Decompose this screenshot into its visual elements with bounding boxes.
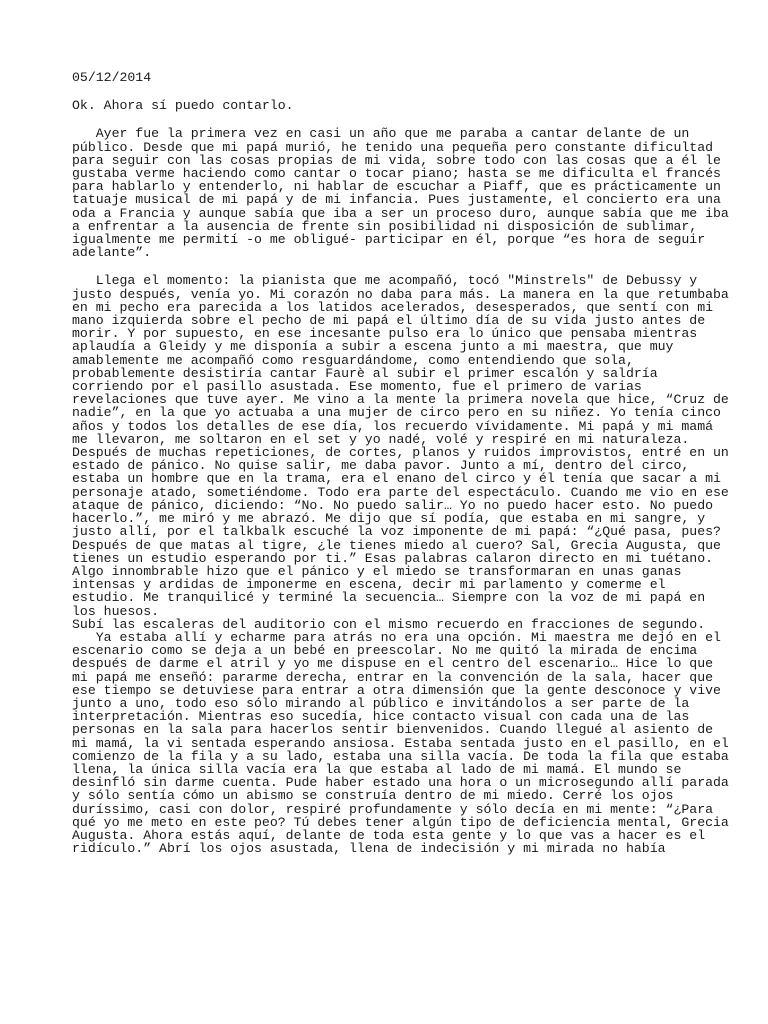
paragraph-1: Ayer fue la primera vez en casi un año que me paraba a cantar delante de un público. Desde que mi papá murió, he tenido una pequeña pero constante dificultad para seguir con las cosas propias de mi vida, sobre todo con las cosas que a él le gustaba verme haciendo como cantar o tocar piano; hasta se me dificulta el francés para hablarlo y entenderlo, ni hablar de escuchar a Piaff, que es prácticamente un tatuaje musical de mi papá y de mi infancia. Pues justamente, el concierto era una oda a Francia y aunque sabía que iba a ser un proceso duro, aunque sabía que me iba a enfrentar a la ausencia de frente sin posibilidad ni disposición de sublimar, igualmente me permití -o me obligué- participar en él, porque “es hora de seguir adelante”. bbox=[72, 126, 729, 261]
entry-date: 05/12/2014 bbox=[72, 70, 152, 85]
intro-line: Ok. Ahora sí puedo contarlo. bbox=[72, 98, 294, 114]
paragraph-gap bbox=[72, 259, 728, 274]
paragraph-2: Llega el momento: la pianista que me acompañó, tocó "Minstrels" de Debussy y justo después, venía yo. Mi corazón no daba para más. La manera en la que retumbaba en mi pecho era parecida a los latidos acelerados, desesperados, que sentí con mi mano izquierda sobre el pecho de mi papá el último día de su vida justo antes de morir. Y por supuesto, en ese incesante pulso era lo único que pensaba mientras aplaudía a Gleidy y me disponía a subir a escena junto a mi maestra, que muy amablemente me acompañó como resguardándome, como entendiendo que sola, probablemente desistiría cantar Faurè al subir el primer escalón y saldría corriendo por el pasillo asustada. Ese momento, fue el primero de varias revelaciones que tuve ayer. Me vino a la mente la primera novela que hice, “Cruz de nadie”, en la que yo actuaba a una mujer de circo pero en su niñez. Yo tenía cinco años y todos los detalles de ese día, los recuerdo vívidamente. Mi papá y mi mamá me llevaron, me soltaron en el set y yo nadé, volé y respiré en mi naturaleza. Después de muchas repeticiones, de cortes, planos y ruidos improvistos, entré en un estado de pánico. No quise salir, me daba pavor. Junto a mí, dentro del circo, estaba un hombre que en la trama, era el enano del circo y él tenía que sacar a mi personaje atado, sometiéndome. Todo era parte del espectáculo. Cuando me vio en ese ataque de pánico, diciendo: “No. No puedo salir… Yo no puedo hacer esto. No puedo hacerlo.”, me miró y me abrazó. Me dijo que sí podía, que estaba en mi sangre, y justo allí, por el talkbalk escuché la voz imponente de mi papá: “¿Qué pasa, pues? Después de que matas al tigre, ¿le tienes miedo al cuero? Sal, Grecia Augusta, que tienes un estudio esperando por ti.” Esas palabras calaron directo en mi tuétano. Algo innombrable hizo que el pánico y el miedo se transformaran en unas ganas intensas y ardidas de imponerme en escena, decir mi parlamento y comerme el estudio. Me tranquilicé y terminé la secuencia… Siempre con la voz de mi papá en los huesos. Subí las escaleras del auditorio con el mismo recuerdo en fracciones de segundo. Ya estaba allí y echarme para atrás no era una opción. Mi maestra me dejó en el escenario como se deja a un bebé en preescolar. No me quitó la mirada de encima después de darme el atril y yo me dispuse en el centro del escenario… Hice lo que mi papá me enseñó: pararme derecha, entrar en la convención de la sala, hacer que ese tiempo se detuviese para entrar a otra dimensión que la gente desconoce y vive junto a uno, todo eso sólo mirando al público e invitándolos a ser parte de la interpretación. Mientras eso sucedía, hice contacto visual con cada una de las personas en la sala para hacerlos sentir bienvenidos. Cuando llegué al asiento de mi mamá, la vi sentada esperando ansiosa. Estaba sentada justo en el pasillo, en el comienzo de la fila y a su lado, estaba una silla vacía. De toda la fila que estaba llena, la única silla vacía era la que estaba al lado de mi mamá. El mundo se desinfló sin darme cuenta. Pude haber estado una hora o un microsegundo allí parada y sólo sentía cómo un abismo se construía dentro de mi miedo. Cerré los ojos duríssimo, casi con dolor, respiré profundamente y sólo decía en mi mente: “¿Para qué yo me meto en este peo? Tú debes tener algún tipo de deficiencia mental, Grecia Augusta. Ahora estás aquí, delante de toda esta gente y lo que vas a hacer es el ridículo.” Abrí los ojos asustada, llena de indecisión y mi mirada no había bbox=[72, 273, 729, 857]
